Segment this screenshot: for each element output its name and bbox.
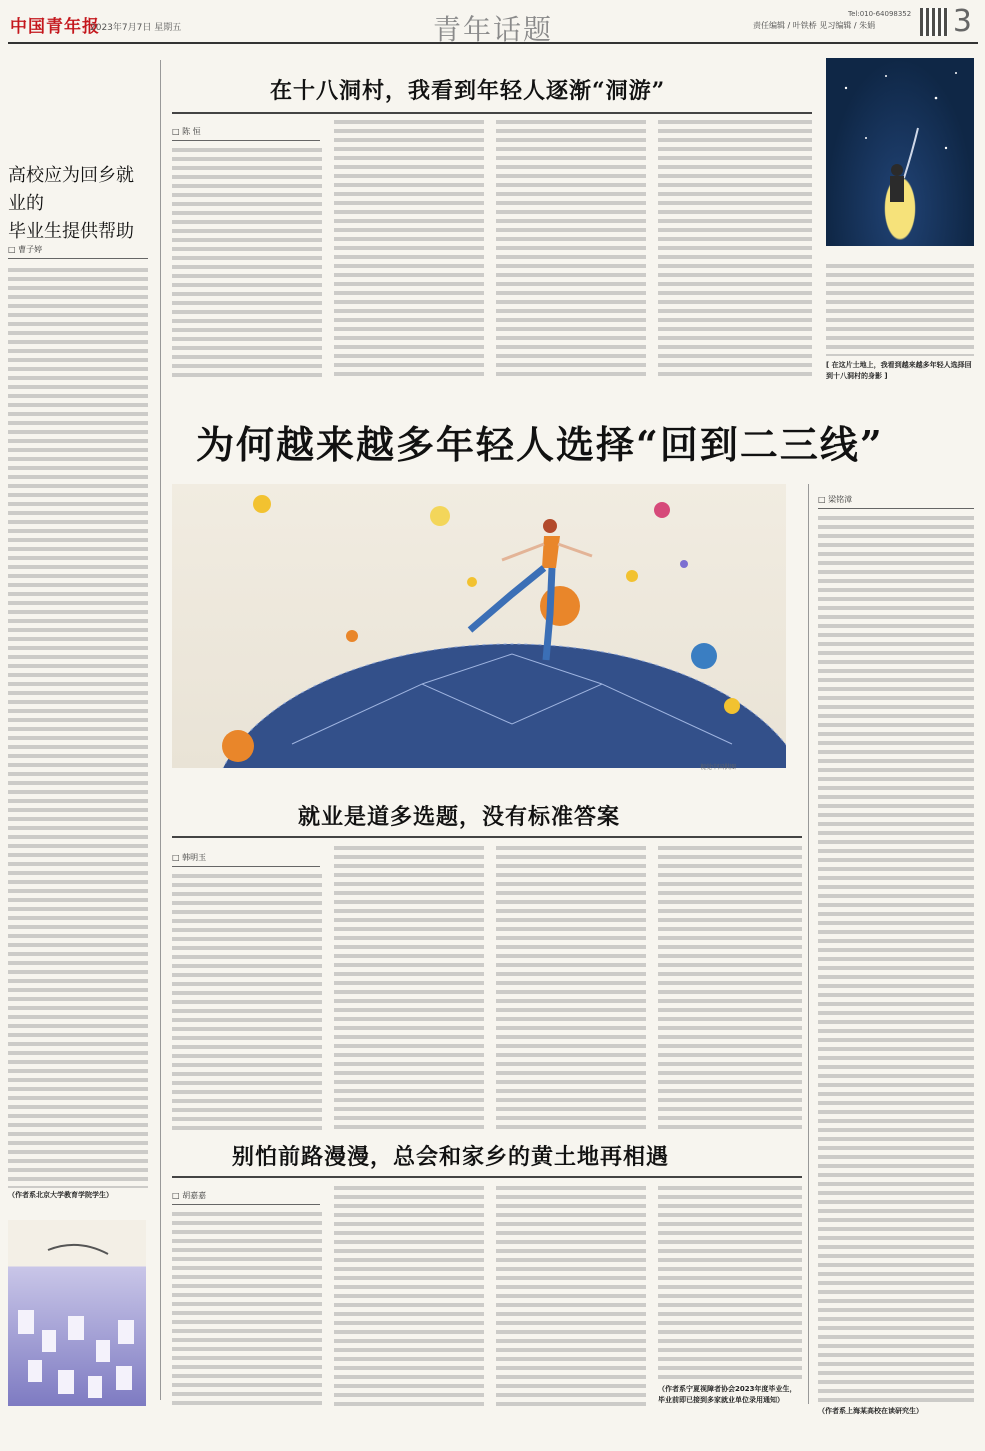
left-title-line-2: 毕业生提供帮助: [8, 221, 134, 242]
column-divider: [160, 60, 161, 1400]
text-column: [334, 120, 484, 380]
masthead: [8, 6, 978, 44]
qr-code-icon: [920, 8, 948, 36]
text-column: [658, 846, 802, 1134]
divider: [172, 112, 812, 114]
author-note: （作者系上海某高校在读研究生）: [818, 1407, 923, 1415]
main-headline: 为何越来越多年轻人选择“回到二三线”: [196, 422, 884, 467]
top-article-title: 在十八洞村，我看到年轻人逐渐“洞游”: [270, 78, 666, 104]
books-landscape-illustration: [8, 1220, 146, 1406]
text-column: [496, 120, 646, 380]
globe-runner-illustration: [172, 484, 786, 768]
text-column: [172, 148, 322, 380]
divider: [172, 836, 802, 838]
column-divider: [808, 484, 809, 1404]
top-article-byline: □ 陈 恒: [172, 126, 320, 141]
text-column: [496, 846, 646, 1134]
divider: [172, 1176, 802, 1178]
text-column: [334, 1186, 484, 1408]
left-title-line-1: 高校应为回乡就业的: [8, 165, 134, 214]
text-column: [826, 264, 974, 356]
planet-and-runner-icon: [172, 484, 786, 768]
left-article-headline: [8, 162, 148, 246]
text-column: [818, 516, 974, 1402]
newspaper-logo: 中国青年报: [10, 17, 100, 37]
text-column: [334, 846, 484, 1134]
page-number: 3: [952, 4, 972, 39]
left-article-byline: □ 曹子婷: [8, 244, 148, 259]
text-column: [172, 1212, 322, 1408]
bottom-article-byline: □ 胡嘉嘉: [172, 1190, 320, 1205]
issue-date: 2023年7月7日 星期五: [90, 23, 182, 33]
stacked-books-icon: [8, 1220, 146, 1406]
text-column: [496, 1186, 646, 1408]
text-column: [658, 120, 812, 380]
main-article-byline: □ 梁铭漳: [818, 494, 974, 509]
middle-article-title: 就业是道多选题，没有标准答案: [298, 804, 621, 830]
text-column: [658, 1186, 802, 1382]
bottom-article-title: 别怕前路漫漫，总会和家乡的黄土地再相遇: [232, 1144, 670, 1170]
author-note: （作者系宁夏视障者协会2023年度毕业生，毕业前即已接到多家就业单位录用通知）: [658, 1385, 797, 1404]
illustration-caption: [ 在这片土地上，我看到越来越多年轻人选择回到十八洞村的身影 ]: [826, 361, 972, 380]
middle-article-byline: □ 韩明玉: [172, 852, 320, 867]
text-column: [8, 268, 148, 1188]
night-stars-illustration: [826, 58, 974, 246]
hotline: Tel:010-64098352: [848, 10, 912, 18]
author-note: （作者系北京大学教育学院学生）: [8, 1191, 113, 1199]
editor-credits: 责任编辑 / 叶铁桥 见习编辑 / 朱娟: [753, 21, 876, 30]
section-title: 青年话题: [433, 13, 554, 46]
text-column: [172, 874, 322, 1134]
illustration-credit: 视觉中国供图: [700, 764, 737, 771]
figure-on-hill-icon: [826, 58, 974, 246]
